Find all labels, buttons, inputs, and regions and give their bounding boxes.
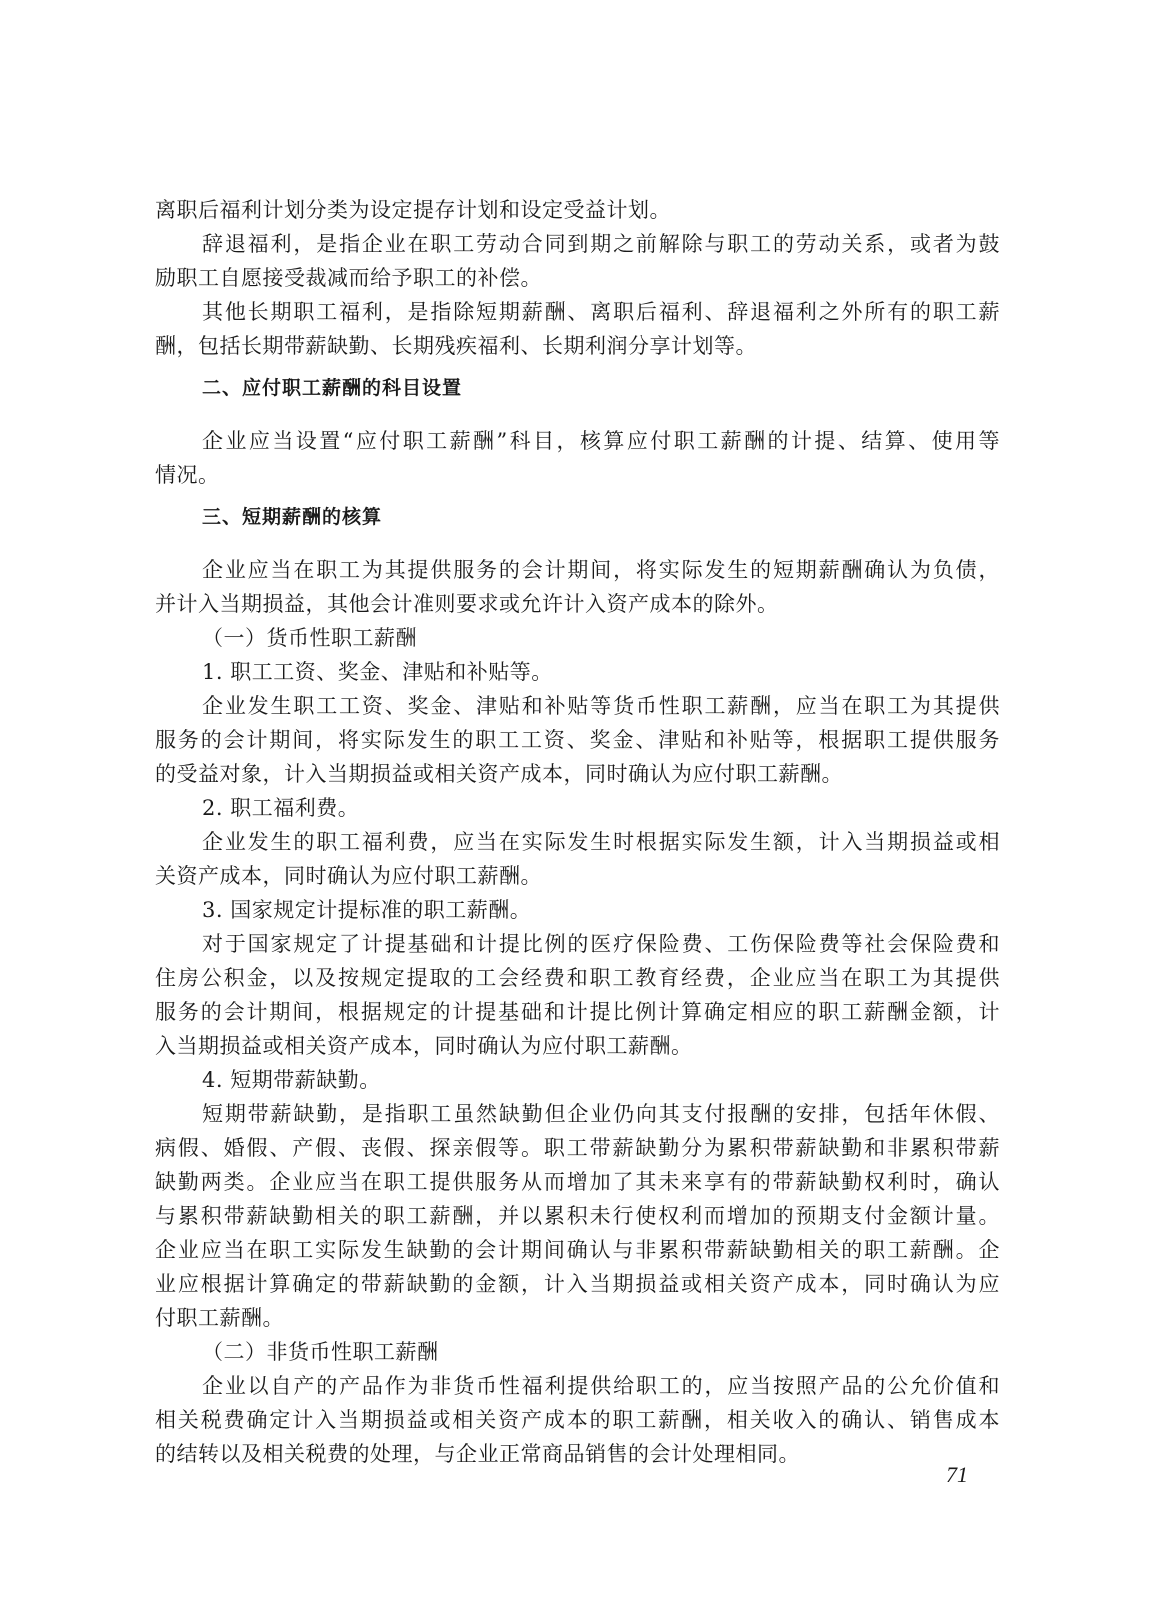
numbered-item: 3. 国家规定计提标准的职工薪酬。: [202, 898, 532, 922]
section-heading: 二、应付职工薪酬的科目设置: [202, 377, 463, 399]
body-line: 的受益对象，计入当期损益或相关资产成本，同时确认为应付职工薪酬。: [155, 762, 843, 786]
numbered-item: 1. 职工工资、奖金、津贴和补贴等。: [202, 660, 553, 684]
body-line: 关资产成本，同时确认为应付职工薪酬。: [155, 864, 542, 888]
body-line: 入当期损益或相关资产成本，同时确认为应付职工薪酬。: [155, 1034, 693, 1058]
body-line: 住房公积金，以及按规定提取的工会经费和职工教育经费，企业应当在职工为其提供: [155, 966, 1000, 990]
body-line: 企业发生的职工福利费，应当在实际发生时根据实际发生额，计入当期损益或相: [202, 830, 1000, 854]
subheading: （二）非货币性职工薪酬: [202, 1340, 439, 1364]
body-line: 企业应当设置“应付职工薪酬”科目，核算应付职工薪酬的计提、结算、使用等: [202, 429, 1000, 453]
body-line: 情况。: [155, 463, 220, 487]
numbered-item: 4. 短期带薪缺勤。: [202, 1068, 381, 1092]
page-number: 71: [946, 1462, 968, 1487]
numbered-item: 2. 职工福利费。: [202, 796, 360, 820]
body-line: 其他长期职工福利，是指除短期薪酬、离职后福利、辞退福利之外所有的职工薪: [202, 300, 1000, 324]
body-line: 企业应当在职工实际发生缺勤的会计期间确认与非累积带薪缺勤相关的职工薪酬。企: [155, 1238, 1000, 1262]
body-line: 付职工薪酬。: [155, 1306, 284, 1330]
body-line: 离职后福利计划分类为设定提存计划和设定受益计划。: [155, 198, 671, 222]
body-line: 相关税费确定计入当期损益或相关资产成本的职工薪酬，相关收入的确认、销售成本: [155, 1408, 1000, 1432]
body-line: 企业应当在职工为其提供服务的会计期间，将实际发生的短期薪酬确认为负债，: [202, 558, 1000, 582]
body-line: 业应根据计算确定的带薪缺勤的金额，计入当期损益或相关资产成本，同时确认为应: [155, 1272, 1000, 1296]
body-line: 酬，包括长期带薪缺勤、长期残疾福利、长期利润分享计划等。: [155, 334, 757, 358]
body-line: 并计入当期损益，其他会计准则要求或允许计入资产成本的除外。: [155, 592, 779, 616]
subheading: （一）货币性职工薪酬: [202, 626, 417, 650]
body-line: 辞退福利，是指企业在职工劳动合同到期之前解除与职工的劳动关系，或者为鼓: [202, 232, 1000, 256]
body-line: 缺勤两类。企业应当在职工提供服务从而增加了其未来享有的带薪缺勤权利时，确认: [155, 1170, 1000, 1194]
body-line: 企业以自产的产品作为非货币性福利提供给职工的，应当按照产品的公允价值和: [202, 1374, 1000, 1398]
body-line: 短期带薪缺勤，是指职工虽然缺勤但企业仍向其支付报酬的安排，包括年休假、: [202, 1102, 1000, 1126]
body-line: 服务的会计期间，根据规定的计提基础和计提比例计算确定相应的职工薪酬金额，计: [155, 1000, 1000, 1024]
body-line: 服务的会计期间，将实际发生的职工工资、奖金、津贴和补贴等，根据职工提供服务: [155, 728, 1000, 752]
body-line: 与累积带薪缺勤相关的职工薪酬，并以累积未行使权利而增加的预期支付金额计量。: [155, 1204, 1000, 1228]
body-line: 对于国家规定了计提基础和计提比例的医疗保险费、工伤保险费等社会保险费和: [202, 932, 1000, 956]
body-line: 励职工自愿接受裁减而给予职工的补偿。: [155, 266, 542, 290]
body-line: 病假、婚假、产假、丧假、探亲假等。职工带薪缺勤分为累积带薪缺勤和非累积带薪: [155, 1136, 1000, 1160]
body-line: 的结转以及相关税费的处理，与企业正常商品销售的会计处理相同。: [155, 1442, 800, 1466]
body-line: 企业发生职工工资、奖金、津贴和补贴等货币性职工薪酬，应当在职工为其提供: [202, 694, 1000, 718]
section-heading: 三、短期薪酬的核算: [202, 506, 383, 528]
